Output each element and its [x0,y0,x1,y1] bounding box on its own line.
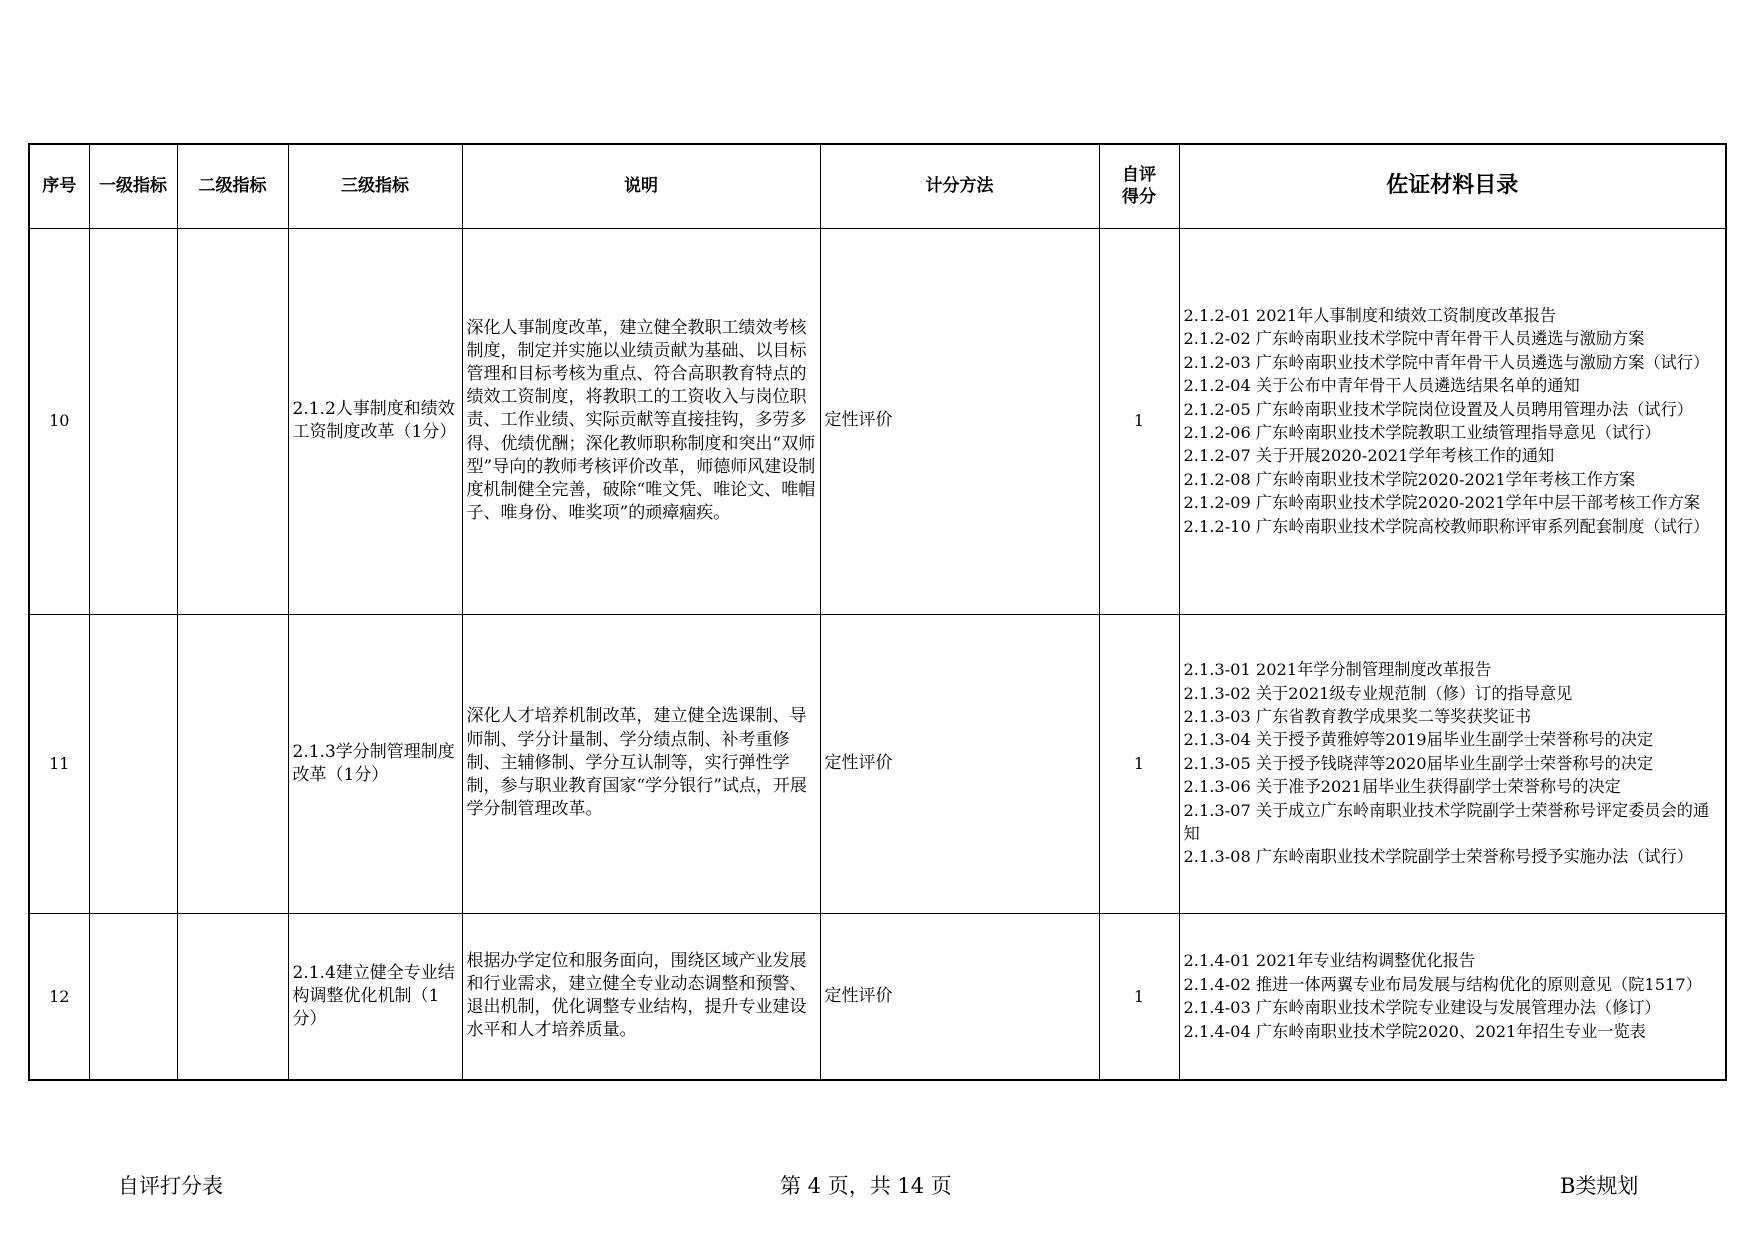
row-evidence-list [1179,614,1726,913]
evidence-item: 2.1.3-07 关于成立广东岭南职业技术学院副学士荣誉称号评定委员会的通知 [1183,800,1710,844]
footer-page-number: 第 4 页，共 14 页 [780,1174,952,1198]
table-header-row [29,144,1726,228]
row-self-score: 1 [1099,913,1179,1080]
evidence-item: 2.1.2-01 2021年人事制度和绩效工资制度改革报告 [1183,305,1557,325]
row-level2 [177,228,288,614]
evidence-item: 2.1.3-05 关于授予钱晓萍等2020届毕业生副学士荣誉称号的决定 [1183,753,1654,773]
evidence-item: 2.1.2-03 广东岭南职业技术学院中青年骨干人员遴选与激励方案（试行） [1183,352,1710,372]
row-level2 [177,614,288,913]
evidence-item: 2.1.3-02 关于2021级专业规范制（修）订的指导意见 [1183,683,1573,703]
row-seq: 12 [29,913,89,1080]
row-self-score: 1 [1099,614,1179,913]
evidence-item: 2.1.2-06 广东岭南职业技术学院教职工业绩管理指导意见（试行） [1183,423,1661,442]
row-scoring-method: 定性评价 [820,614,1099,913]
row-seq: 10 [29,228,89,614]
header-seq: 序号 [29,144,89,228]
row-level3-indicator: 2.1.3学分制管理制度改革（1分） [288,614,462,913]
evidence-item: 2.1.3-08 广东岭南职业技术学院副学士荣誉称号授予实施办法（试行） [1183,847,1693,867]
row-scoring-method: 定性评价 [820,228,1099,614]
footer-doc-title: 自评打分表 [118,1174,223,1198]
evidence-item: 2.1.4-04 广东岭南职业技术学院2020、2021年招生专业一览表 [1183,1021,1646,1041]
evidence-item: 2.1.2-07 关于开展2020-2021学年考核工作的通知 [1183,446,1555,466]
row-description: 深化人才培养机制改革，建立健全选课制、导师制、学分计量制、学分绩点制、补考重修制、主辅修制、学分互认制等，实行弹性学制，参与职业教育国家“学分银行”试点，开展学分制管理改革。 [462,614,820,913]
table-row [29,913,1726,1080]
row-self-score: 1 [1099,228,1179,614]
row-level1 [89,614,177,913]
row-description: 根据办学定位和服务面向，围绕区域产业发展和行业需求，建立健全专业动态调整和预警、退出机制，优化调整专业结构，提升专业建设水平和人才培养质量。 [462,913,820,1080]
header-scoring-method: 计分方法 [820,144,1099,228]
evidence-item: 2.1.2-08 广东岭南职业技术学院2020-2021学年考核工作方案 [1183,469,1636,489]
evidence-item: 2.1.2-10 广东岭南职业技术学院高校教师职称评审系列配套制度（试行） [1183,516,1710,536]
header-level2: 二级指标 [177,144,288,228]
header-level3: 三级指标 [288,144,462,228]
evidence-item: 2.1.3-04 关于授予黄雅婷等2019届毕业生副学士荣誉称号的决定 [1183,730,1654,750]
row-description: 深化人事制度改革，建立健全教职工绩效考核制度，制定并实施以业绩贡献为基础、以目标管理和目标考核为重点、符合高职教育特点的绩效工资制度，将教职工的工资收入与岗位职责、工作业绩、实际贡献等直接挂钩，多劳多得、优绩优酬；深化教师职称制度和突出“双师型”导向的教师考核评价改革，师德师风建设制度机制健全完善，破除“唯文凭、唯论文、唯帽子、唯身份、唯奖项”的顽瘴痼疾。 [462,228,820,614]
evidence-item: 2.1.2-05 广东岭南职业技术学院岗位设置及人员聘用管理办法（试行） [1183,399,1693,419]
row-level3-indicator: 2.1.2人事制度和绩效工资制度改革（1分） [288,228,462,614]
evidence-item: 2.1.4-02 推进一体两翼专业布局发展与结构优化的原则意见（院1517） [1183,974,1702,994]
footer-category: B类规划 [1560,1174,1639,1198]
evidence-item: 2.1.3-03 广东省教育教学成果奖二等奖获奖证书 [1183,706,1532,726]
header-evidence: 佐证材料目录 [1179,144,1726,228]
row-level3-indicator: 2.1.4建立健全专业结构调整优化机制（1分） [288,913,462,1080]
row-level1 [89,913,177,1080]
row-level2 [177,913,288,1080]
row-scoring-method: 定性评价 [820,913,1099,1080]
header-self-score: 自评得分 [1099,144,1179,228]
evidence-item: 2.1.3-06 关于准予2021届毕业生获得副学士荣誉称号的决定 [1183,777,1621,797]
row-level1 [89,228,177,614]
evidence-item: 2.1.2-09 广东岭南职业技术学院2020-2021学年中层干部考核工作方案 [1183,493,1700,513]
evidence-item: 2.1.3-01 2021年学分制管理制度改革报告 [1183,660,1492,680]
header-description: 说明 [462,144,820,228]
row-seq: 11 [29,614,89,913]
row-evidence-list [1179,913,1726,1080]
evidence-item: 2.1.2-02 广东岭南职业技术学院中青年骨干人员遴选与激励方案 [1183,329,1645,349]
table-row [29,614,1726,913]
table-row [29,228,1726,614]
evidence-item: 2.1.4-01 2021年专业结构调整优化报告 [1183,951,1476,971]
row-evidence-list [1179,228,1726,614]
evaluation-table [28,143,1727,1081]
evidence-item: 2.1.2-04 关于公布中青年骨干人员遴选结果名单的通知 [1183,376,1580,396]
evidence-item: 2.1.4-03 广东岭南职业技术学院专业建设与发展管理办法（修订） [1183,998,1661,1018]
header-level1: 一级指标 [89,144,177,228]
